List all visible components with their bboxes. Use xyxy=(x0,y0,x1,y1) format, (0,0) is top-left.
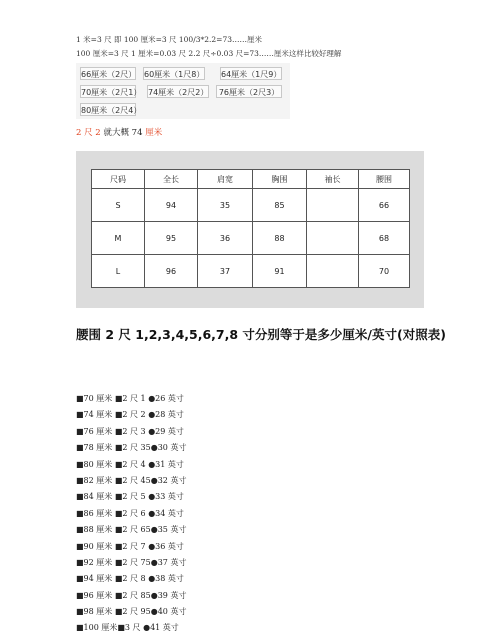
header-length: 全长 xyxy=(145,170,198,189)
list-item: ■74 厘米 ■2 尺 2 ●28 英寸 xyxy=(76,410,184,420)
cell-chest: 85 xyxy=(253,189,307,222)
list-item: ■84 厘米 ■2 尺 5 ●33 英寸 xyxy=(76,492,184,502)
cell-length: 95 xyxy=(145,222,198,255)
list-item: ■90 厘米 ■2 尺 7 ●36 英寸 xyxy=(76,541,184,551)
cell-length: 96 xyxy=(145,255,198,288)
approx-part-2: 就大概 xyxy=(103,128,129,138)
intro-line-1: 1 米=3 尺 即 100 厘米=3 尺 100/3*2.2=73……厘米 xyxy=(76,35,263,44)
list-item: ■78 厘米 ■2 尺 35●30 英寸 xyxy=(76,443,187,453)
conversion-chip-panel xyxy=(76,63,290,119)
cell-shoulder: 36 xyxy=(198,222,253,255)
list-item: ■82 厘米 ■2 尺 45●32 英寸 xyxy=(76,475,187,485)
chip-76cm: 76厘米（2尺3） xyxy=(216,85,282,98)
chip-64cm: 64厘米（1尺9） xyxy=(220,67,282,80)
conversion-list xyxy=(76,391,186,637)
cell-size: L xyxy=(92,255,145,288)
header-size: 尺码 xyxy=(92,170,145,189)
list-item: ■100 厘米■3 尺 ●41 英寸 xyxy=(76,623,179,633)
cell-waist: 66 xyxy=(359,189,410,222)
approx-part-1: 2 尺 2 xyxy=(76,128,101,138)
list-item: ■86 厘米 ■2 尺 6 ●34 英寸 xyxy=(76,508,184,518)
table-row xyxy=(92,222,410,255)
table-row xyxy=(92,189,410,222)
header-chest: 胸围 xyxy=(253,170,307,189)
list-item: ■92 厘米 ■2 尺 75●37 英寸 xyxy=(76,557,187,567)
size-table-header-row xyxy=(92,170,410,189)
cell-chest: 88 xyxy=(253,222,307,255)
chip-66cm: 66厘米（2尺） xyxy=(80,67,136,80)
intro-line-2: 100 厘米=3 尺 1 厘米=0.03 尺 2.2 尺÷0.03 尺=73……厘米这样比较好理解 xyxy=(76,49,342,58)
list-item: ■70 厘米 ■2 尺 1 ●26 英寸 xyxy=(76,394,184,403)
chip-70cm: 70厘米（2尺1） xyxy=(80,85,136,98)
cell-sleeve xyxy=(307,222,359,255)
list-item: ■76 厘米 ■2 尺 3 ●29 英寸 xyxy=(76,426,184,436)
cell-chest: 91 xyxy=(253,255,307,288)
approx-part-3: 74 xyxy=(131,128,143,138)
cell-length: 94 xyxy=(145,189,198,222)
chip-80cm: 80厘米（2尺4） xyxy=(80,103,136,116)
cell-waist: 70 xyxy=(359,255,410,288)
list-item: ■88 厘米 ■2 尺 65●35 英寸 xyxy=(76,525,187,535)
cell-sleeve xyxy=(307,255,359,288)
header-shoulder: 肩宽 xyxy=(198,170,253,189)
list-item: ■96 厘米 ■2 尺 85●39 英寸 xyxy=(76,590,187,600)
size-table-panel xyxy=(76,151,424,308)
table-row xyxy=(92,255,410,288)
size-table xyxy=(91,169,410,288)
cell-sleeve xyxy=(307,189,359,222)
chip-74cm: 74厘米（2尺2） xyxy=(147,85,209,98)
header-sleeve: 袖长 xyxy=(307,170,359,189)
approximation-note xyxy=(76,126,162,138)
page-heading: 腰围 2 尺 1,2,3,4,5,6,7,8 寸分别等于是多少厘米/英寸(对照表) xyxy=(76,327,446,342)
cell-shoulder: 37 xyxy=(198,255,253,288)
list-item: ■98 厘米 ■2 尺 95●40 英寸 xyxy=(76,607,187,617)
cell-shoulder: 35 xyxy=(198,189,253,222)
header-waist: 腰围 xyxy=(359,170,410,189)
list-item: ■94 厘米 ■2 尺 8 ●38 英寸 xyxy=(76,574,184,584)
cell-size: M xyxy=(92,222,145,255)
approx-part-4: 厘米 xyxy=(145,128,163,138)
list-item: ■80 厘米 ■2 尺 4 ●31 英寸 xyxy=(76,459,184,469)
chip-60cm: 60厘米（1尺8） xyxy=(143,67,205,80)
cell-size: S xyxy=(92,189,145,222)
cell-waist: 68 xyxy=(359,222,410,255)
